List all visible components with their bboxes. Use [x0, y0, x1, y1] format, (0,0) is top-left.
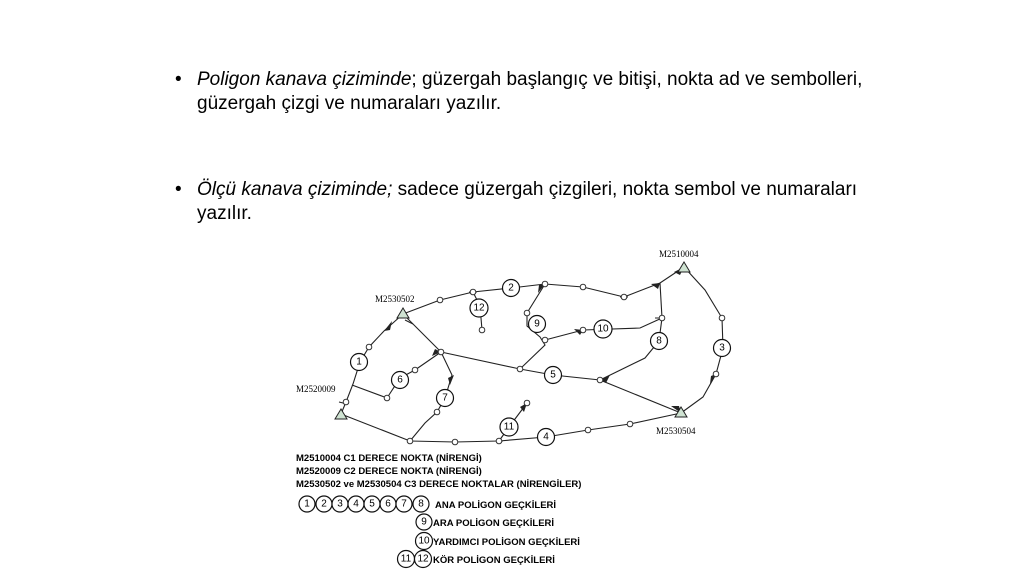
legend-number-8 [413, 496, 429, 512]
svg-text:7: 7 [401, 498, 407, 510]
svg-text:12: 12 [417, 553, 429, 565]
traverse-points [343, 281, 725, 445]
traverse-point [470, 289, 476, 295]
svg-text:11: 11 [400, 553, 412, 565]
triangulation-stations [296, 249, 699, 436]
traverse-point [438, 349, 444, 355]
legend-kor-numbers [398, 551, 432, 568]
svg-text:10: 10 [597, 323, 609, 335]
bullet-title: Ölçü kanava çiziminde; [197, 179, 393, 200]
station-triangle-m2510004 [678, 262, 690, 272]
traverse-point [719, 315, 725, 321]
svg-text:8: 8 [418, 498, 424, 510]
route-line-5a [403, 314, 441, 352]
bullet-dot: • [175, 69, 182, 90]
svg-text:1: 1 [356, 356, 362, 368]
route-number-5 [545, 367, 562, 384]
svg-text:4: 4 [543, 431, 549, 443]
station-label-m2530502: M2530502 [375, 294, 415, 304]
traverse-point [659, 315, 665, 321]
svg-text:12: 12 [473, 302, 485, 314]
bullet-title: Poligon kanava çiziminde [197, 69, 412, 90]
legend-kor-label: KÖR POLİGON GEÇKİLERİ [433, 555, 555, 566]
route-number-9 [529, 316, 546, 333]
legend-number-6 [380, 496, 396, 512]
legend-line-c1: M2510004 C1 DERECE NOKTA (NİRENGİ) [296, 453, 482, 464]
traverse-point [517, 366, 523, 372]
traverse-point [524, 310, 530, 316]
route-line-5 [441, 352, 681, 413]
svg-text:8: 8 [656, 335, 662, 347]
bullet-text: sadece güzergah çizgileri, nokta sembol ve numaraları yazılır. [197, 179, 858, 224]
station-triangle-m2520009 [335, 409, 347, 419]
traverse-point [580, 284, 586, 290]
legend-number-11 [398, 551, 415, 568]
legend-number-4 [348, 496, 364, 512]
traverse-point [713, 371, 719, 377]
traverse-point [542, 337, 548, 343]
svg-text:10: 10 [418, 535, 430, 547]
svg-text:5: 5 [550, 369, 556, 381]
legend-ara-label: ARA POLİGON GEÇKİLERİ [433, 518, 555, 529]
svg-text:11: 11 [503, 421, 515, 433]
route-number-1 [351, 354, 368, 371]
legend-number-12 [415, 551, 432, 568]
bullet-text: güzergah başlangıç ve bitişi, nokta ad ve sembolleri, güzergah çizgi ve numaraları yazılır. [197, 69, 863, 114]
route-number-8 [651, 333, 668, 350]
traverse-point [434, 409, 440, 415]
svg-text:5: 5 [369, 498, 375, 510]
route-line-3 [681, 267, 723, 413]
svg-text:6: 6 [397, 374, 403, 386]
legend-ara-number [416, 514, 432, 530]
station-label-m2520009: M2520009 [296, 384, 336, 394]
traverse-point [437, 297, 443, 303]
legend-main-numbers [299, 496, 429, 512]
svg-text:7: 7 [442, 392, 448, 404]
legend-line-c2: M2520009 C2 DERECE NOKTA (NİRENGİ) [296, 466, 482, 477]
bullet-separator: ; [411, 69, 417, 90]
route-number-3 [714, 340, 731, 357]
legend-number-7 [396, 496, 412, 512]
traverse-point [343, 399, 349, 405]
arrow-head [384, 321, 392, 331]
svg-text:2: 2 [321, 498, 327, 510]
station-triangle-m2530502 [397, 308, 409, 318]
traverse-point [496, 438, 502, 444]
traverse-point [542, 281, 548, 287]
route-number-2 [503, 280, 520, 297]
svg-text:1: 1 [304, 498, 310, 510]
traverse-point [621, 294, 627, 300]
traverse-point [524, 400, 530, 406]
station-label-m2530504: M2530504 [656, 426, 696, 436]
legend-number-5 [364, 496, 380, 512]
traverse-point [580, 327, 586, 333]
traverse-point [452, 439, 458, 445]
traverse-point [412, 367, 418, 373]
legend-main-label: ANA POLİGON GEÇKİLERİ [435, 500, 557, 511]
legend-number-2 [316, 496, 332, 512]
diagram-legend [296, 453, 581, 568]
traverse-point [585, 427, 591, 433]
svg-text:3: 3 [719, 342, 725, 354]
traverse-point [407, 438, 413, 444]
svg-text:6: 6 [385, 498, 391, 510]
traverse-point [366, 344, 372, 350]
route-number-6 [392, 372, 409, 389]
station-label-m2510004: M2510004 [659, 249, 699, 259]
svg-text:2: 2 [508, 282, 514, 294]
svg-text:9: 9 [534, 318, 540, 330]
legend-number-1 [299, 496, 315, 512]
route-number-7 [437, 390, 454, 407]
traverse-point [627, 421, 633, 427]
route-number-11 [500, 418, 518, 436]
traverse-point [384, 395, 390, 401]
svg-text:4: 4 [353, 498, 359, 510]
route-number-10 [594, 320, 612, 338]
bullet-dot: • [175, 179, 182, 200]
legend-yardimci-label: YARDIMCI POLİGON GEÇKİLERİ [433, 537, 580, 548]
route-number-4 [538, 429, 555, 446]
tick-marks [339, 292, 663, 441]
route-line-bottom-left [341, 414, 410, 441]
legend-line-c3: M2530502 ve M2530504 C3 DERECE NOKTALAR (NİRENGİLER) [296, 479, 582, 490]
route-number-circles [351, 280, 731, 446]
svg-text:3: 3 [337, 498, 343, 510]
route-number-12 [470, 299, 488, 317]
svg-text:9: 9 [421, 516, 427, 528]
traverse-point [479, 327, 485, 333]
legend-yardimci-number [416, 533, 433, 550]
legend-number-3 [332, 496, 348, 512]
traverse-point [597, 377, 603, 383]
